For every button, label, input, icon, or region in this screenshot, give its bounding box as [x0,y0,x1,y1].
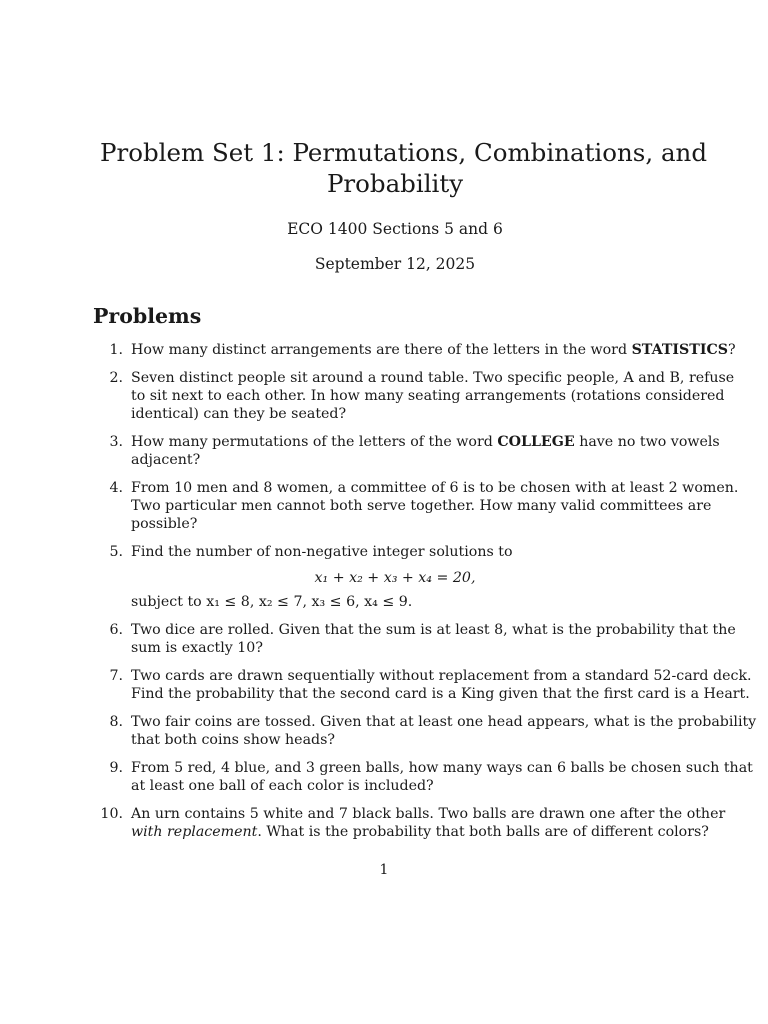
problem-line: identical) can they be seated? [131,406,347,422]
problem-line: Seven distinct people sit around a round table. Two specific people, A and B, refuse [131,370,735,386]
problem-text-segment: How many permutations of the letters of the word [131,434,498,450]
problem-number: 9. [109,760,123,776]
problem-item-10 [93,805,726,841]
problem-text [131,713,757,749]
page-number: 1 [379,862,389,878]
problem-number: 5. [109,544,123,560]
problem-line: From 10 men and 8 women, a committee of 6 is to be chosen with at least 2 women. [131,480,739,496]
problem-number: 7. [109,668,123,684]
problem-item-2 [93,369,735,423]
title-line-1: Problem Set 1: Permutations, Combinations, and [100,138,708,167]
problem-number: 6. [109,622,123,638]
problem-text [131,543,697,611]
problem-text [131,805,726,841]
problem-line: Find the probability that the second card is a King given that the first card is a Heart. [131,686,750,702]
problem-number: 4. [109,480,123,496]
problem-text [131,667,752,703]
problem-text [131,621,736,657]
course-line: ECO 1400 Sections 5 and 6 [287,220,503,238]
problem-emphasis: with replacement [131,824,258,840]
date-line: September 12, 2025 [314,255,476,273]
problem-item-8 [93,713,757,749]
problem-text-segment: . What is the probability that both balls are of different colors? [257,824,709,840]
problem-text [131,369,735,423]
title-line-2: Probability [326,169,464,198]
problem-line: Two cards are drawn sequentially without replacement from a standard 52-card deck. [131,668,752,684]
problem-item-7 [93,667,752,703]
problem-text-segment: ? [728,342,736,358]
problem-list [93,341,757,851]
problem-text-segment: have no two vowels [574,434,720,450]
problem-line: that both coins show heads? [131,732,336,748]
problem-keyword: COLLEGE [497,434,575,450]
problem-text [131,433,720,469]
problem-number: 3. [109,434,123,450]
problem-text [131,759,753,795]
problem-line: Find the number of non-negative integer solutions to [131,544,513,560]
problem-text [131,479,739,533]
problem-item-6 [93,621,736,657]
problem-item-1 [93,341,736,359]
problem-number: 1. [109,342,123,358]
problem-number: 8. [109,714,123,730]
problem-line: adjacent? [131,452,201,468]
display-equation: x₁ + x₂ + x₃ + x₄ = 20, [314,570,476,586]
problem-line: to sit next to each other. In how many seating arrangements (rotations considered [131,388,725,404]
page-title [100,137,708,199]
problem-keyword: STATISTICS [631,342,728,358]
problem-number: 2. [109,370,123,386]
section-heading-problems: Problems [93,304,202,328]
problem-item-5 [93,543,697,611]
problem-line: Two particular men cannot both serve together. How many valid committees are [131,498,712,514]
problem-line: possible? [131,516,198,532]
problem-item-4 [93,479,739,533]
problem-line: subject to x₁ ≤ 8, x₂ ≤ 7, x₃ ≤ 6, x₄ ≤ 9. [131,594,413,610]
problem-line: at least one ball of each color is included? [131,778,434,794]
problem-item-3 [93,433,720,469]
problem-line: An urn contains 5 white and 7 black balls. Two balls are drawn one after the other [131,806,726,822]
problem-number: 10. [100,806,123,822]
problem-line: Two fair coins are tossed. Given that at least one head appears, what is the probability [131,714,757,730]
problem-line: From 5 red, 4 blue, and 3 green balls, how many ways can 6 balls be chosen such that [131,760,753,776]
problem-item-9 [93,759,753,795]
problem-text-segment: How many distinct arrangements are there of the letters in the word [131,342,632,358]
problem-line: Two dice are rolled. Given that the sum is at least 8, what is the probability that the [131,622,736,638]
problem-text [131,341,736,359]
problem-line: sum is exactly 10? [131,640,263,656]
